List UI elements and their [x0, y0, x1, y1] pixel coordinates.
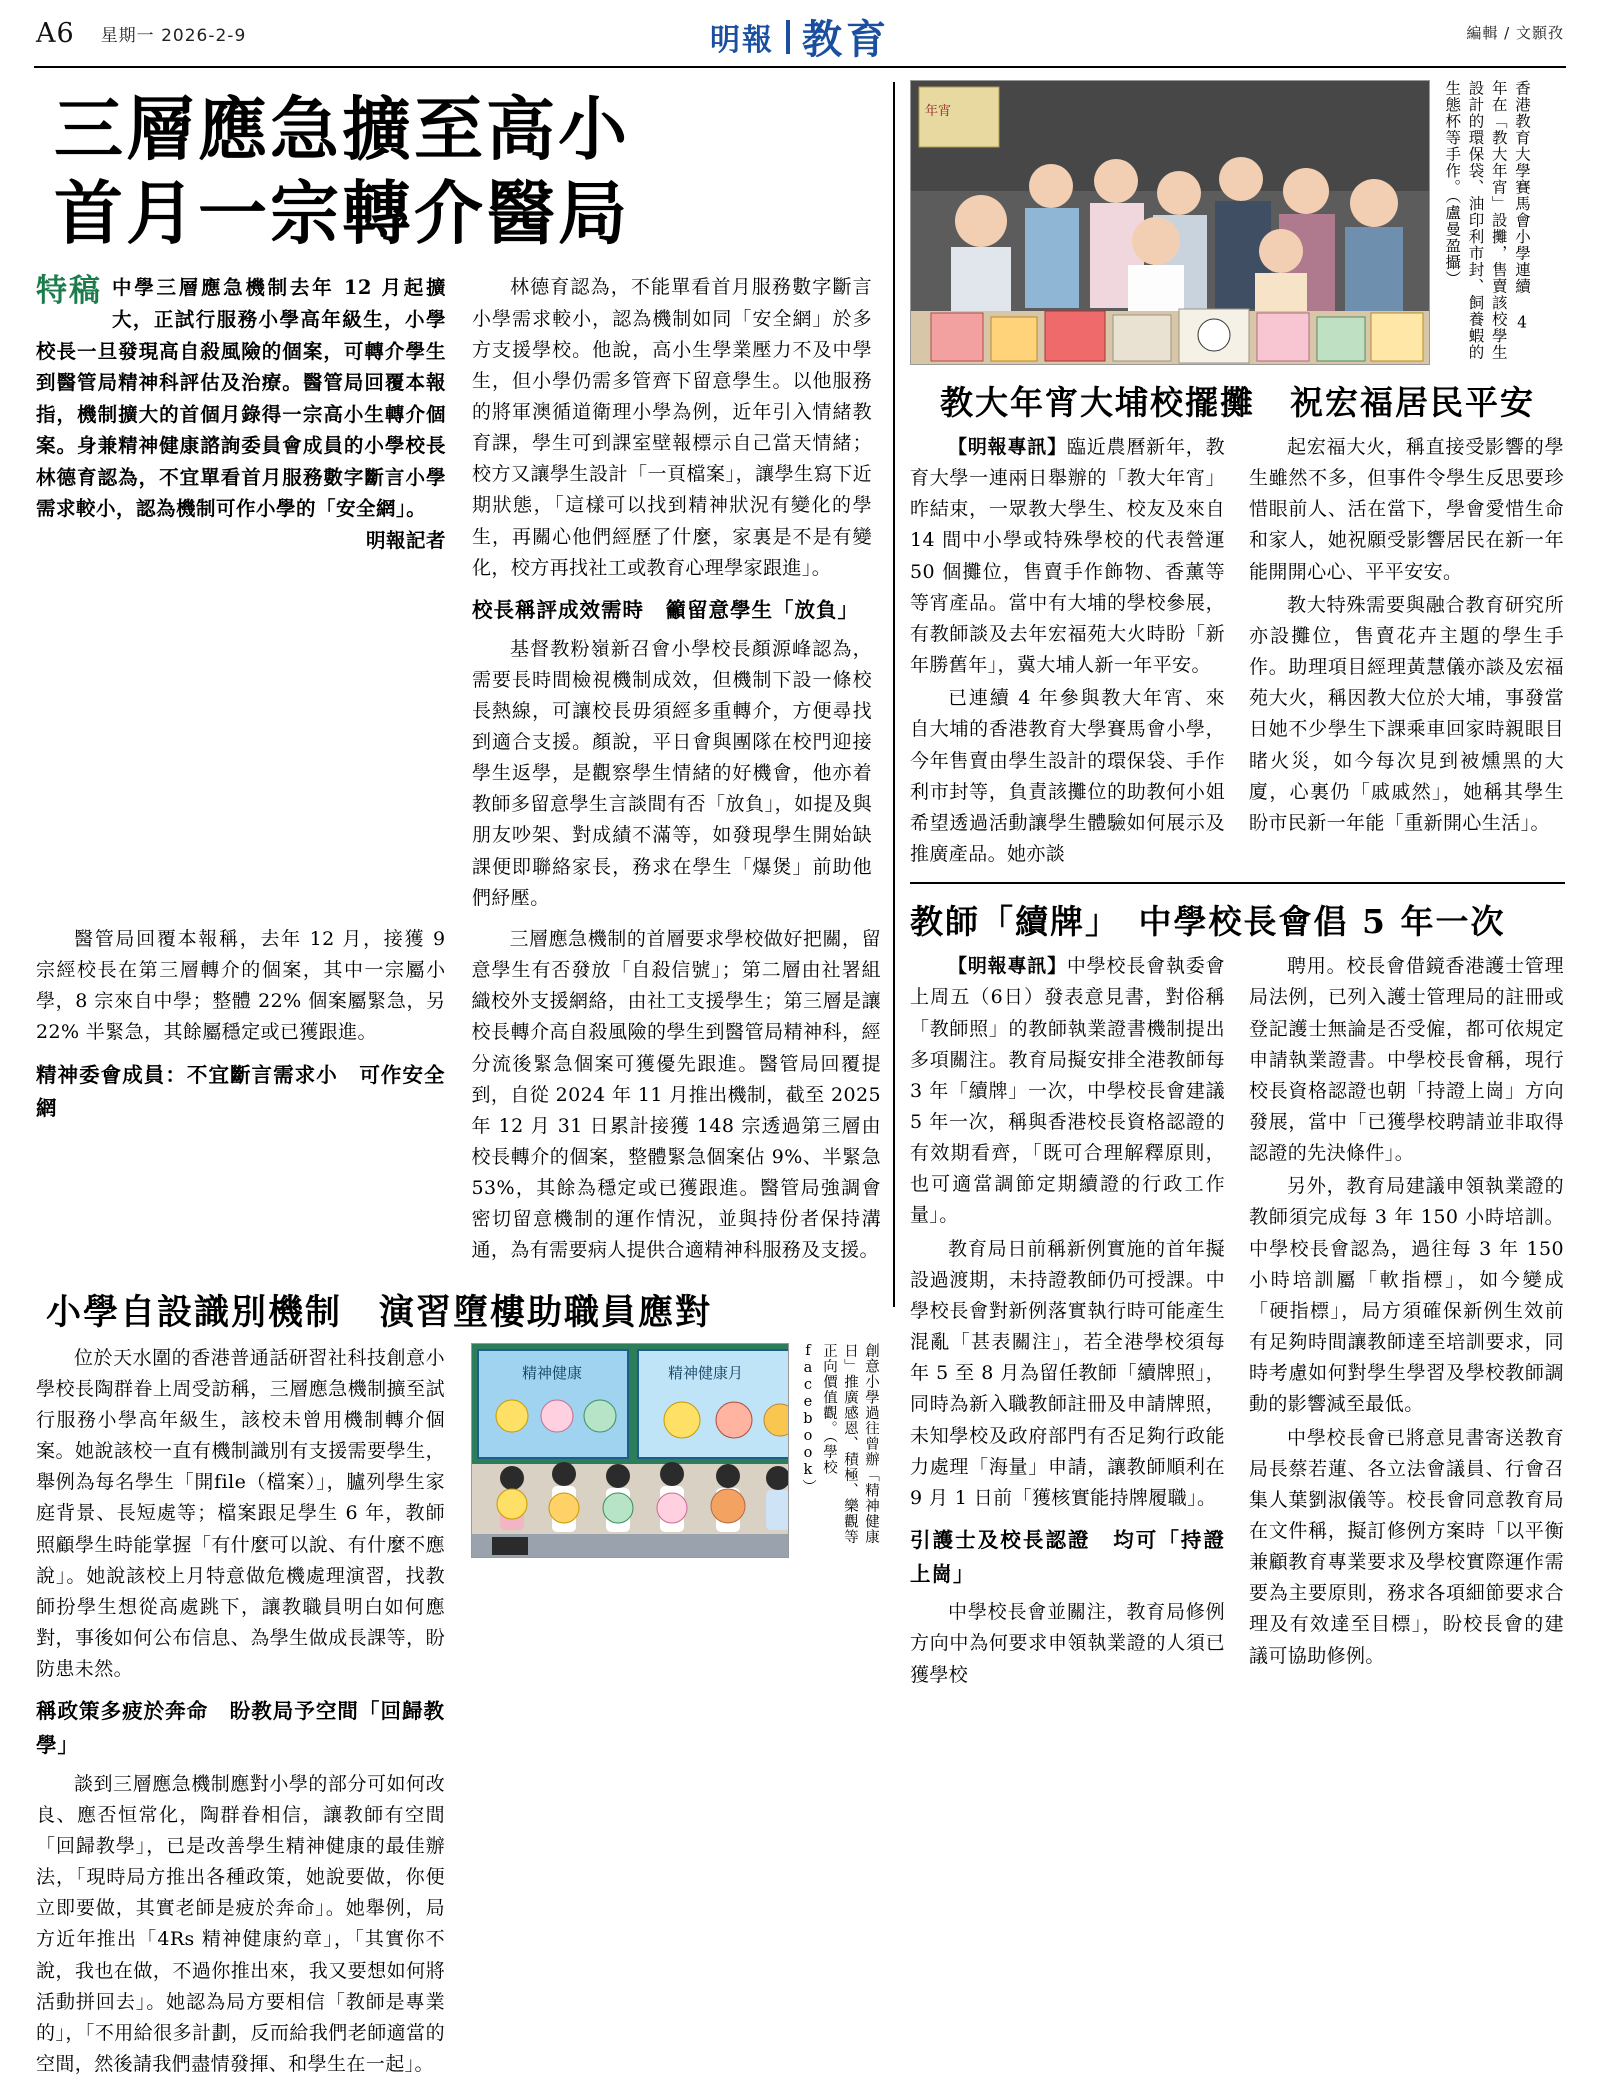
- paragraph: 林德育認為，不能單看首月服務數字斷言小學需求較小，認為機制如同「安全網」於多方支援學校。他說，高小生學業壓力不及中學生，但小學仍需多管齊下留意學生。以他服務的將軍澳循道衛理小學為例，近年引入情緒教育課，學生可到課室壁報標示自己當天情緒；校方又讓學生設計「一頁檔案」，讓學生寫下近期狀態，「這樣可以找到精神狀況有變化的學生，再關心他們經歷了什麼，家裏是不是有變化，校方再找社工或教育心理學家跟進」。: [472, 276, 872, 579]
- subheading-2: 校長稱評成效需時 籲留意學生「放負」: [472, 597, 859, 622]
- article2-column-1: [36, 1343, 445, 2082]
- main-headline: [54, 88, 881, 256]
- svg-text:精神健康月: 精神健康月: [668, 1363, 744, 1382]
- right-a2-column-2: [1249, 951, 1564, 1693]
- publication-date: 星期一 2026-2-9: [100, 25, 247, 46]
- paragraph: 位於天水圍的香港普通話研習社科技創意小學校長陶群眷上周受訪稱，三層應急機制擴至試行服務小學高年級生，該校未曾用機制轉介個案。她說該校一直有機制識別有支援需要學生，舉例為每名學生「開file（檔案）」，臚列學生家庭背景、長短處等；檔案跟足學生 6 年，教師照顧學生時能掌握「有什麼可以說、有什麼不應說」。她說該校上月特意做危機處理演習，找教師扮學生想從高處跳下，讓教職員明白如何應對，事後如何公布信息、為學生做成長課等，盼防患未然。: [36, 1346, 445, 1681]
- right-column: [910, 80, 1565, 1686]
- svg-text:年宵: 年宵: [925, 104, 952, 119]
- column-divider: [893, 82, 895, 1307]
- right-a2-subheading: 引護士及校長認證 均可「持證上崗」: [910, 1528, 1225, 1586]
- body-column-1: [36, 924, 446, 1269]
- school-photo-caption: 創意小學過往曾辦「精神健康日」推廣感恩、積極、樂觀等正向價值觀。（學校 facebook）: [799, 1342, 879, 1545]
- paragraph: [910, 432, 1225, 681]
- right-a1-column-2: [1249, 432, 1564, 872]
- article2-body: [36, 1343, 881, 2082]
- paragraph-text: 臨近農曆新年，教育大學一連兩日舉辦的「教大年宵」昨結束，一眾教大學生、校友及來自 14 間中小學或特殊學校的代表營運 50 個攤位，售賣手作飾物、香薰等等宵產品。當中有大埔的學校參展，有教師談及去年宏福苑大火時盼「新年勝舊年」，冀大埔人新一年平安。: [910, 436, 1225, 677]
- lead-continuation-column: [472, 272, 872, 916]
- masthead-divider: [786, 20, 790, 54]
- section-name: 教育: [802, 16, 890, 63]
- top-photo-caption: 香港教育大學賽馬會小學連續 4 年在「教大年宵」設攤，售賣該校學生設計的環保袋、油印利市封、飼養蝦的生態杯等手作。（盧曼盈攝）: [1443, 80, 1531, 361]
- paragraph: 三層應急機制的首層要求學校做好把關，留意學生有否發放「自殺信號」；第二層由社署組織校外支援網絡，由社工支援學生；第三層是讓校長轉介高自殺風險的學生到醫管局精神科，經分流後緊急個案可獲優先跟進。醫管局回覆提到，自從 2024 年 11 月推出機制，截至 2025 年 12 月 31 日累計接獲 148 宗透過第三層由校長轉介的個案，整體緊急個案佔 9%、半緊急 53%，其餘為穩定或已獲跟進。醫管局強調會密切留意機制的運作情況，並與持份者保持溝通，為有需要病人提供合適精神科服務及支援。: [471, 927, 881, 1262]
- masthead: [0, 0, 1600, 66]
- lead-block: [36, 272, 881, 916]
- headline-line-2: 首月一宗轉介醫局: [54, 173, 630, 255]
- top-photo-block: [910, 80, 1565, 365]
- special-report-tag: 特稿: [36, 273, 102, 310]
- right-article-1-body: [910, 432, 1565, 872]
- right-article-2-headline: 教師「續牌」 中學校長會倡 5 年一次: [910, 902, 1506, 942]
- byline: 明報記者: [365, 528, 446, 552]
- paragraph-text: 中學校長會執委會上周五（6日）發表意見書，對俗稱「教師照」的教師執業證書機制提出多項關注。教育局擬安排全港教師每 3 年「續牌」一次，中學校長會建議 5 年一次，稱與香港校長資格認證的有效期看齊，「既可合理解釋原則，也可適當調節定期續證的行政工作量」。: [910, 955, 1225, 1227]
- paragraph: 起宏福大火，稱直接受影響的學生雖然不多，但事件令學生反思要珍惜眼前人、活在當下，學會愛惜生命和家人，她祝願受影響居民在新一年能開開心心、平平安安。: [1249, 436, 1564, 583]
- school-photo-block: [471, 1343, 881, 1558]
- education-university-fair-photo: [910, 80, 1430, 365]
- right-a1-column-1: [910, 432, 1225, 872]
- article2-column-2: [471, 1343, 881, 1558]
- article2-subheading: 稱政策多疲於奔命 盼教局予空間「回歸教學」: [36, 1699, 445, 1757]
- paragraph: 教育局日前稱新例實施的首年擬設過渡期，未持證教師仍可授課。中學校長會對新例落實執行時可能產生混亂「甚表關注」，若全港學校須每年 5 至 8 月為留任教師「續牌照」，同時為新入職教師註冊及申請牌照，未知學校及政府部門有否足夠行政能力處理「海量」申請，讓教師順利在 9 月 1 日前「獲核實能持牌履職」。: [910, 1237, 1225, 1509]
- editor-credit: 編輯 / 文顥孜: [1466, 24, 1564, 42]
- paragraph: 教大特殊需要與融合教育研究所亦設攤位，售賣花卉主題的學生手作。助理項目經理黃慧儀亦談及宏福苑大火，稱因教大位於大埔，事發當日她不少學生下課乘車回家時親眼目睹火災，如今每次見到被燻黑的大廈，心裏仍「戚戚然」，她稱其學生盼市民新一年能「重新開心生活」。: [1249, 593, 1564, 834]
- headline-line-1: 三層應急擴至高小: [54, 89, 630, 170]
- right-a2-column-1: [910, 951, 1225, 1693]
- paragraph: 基督教粉嶺新召會小學校長顏源峰認為，需要長時間檢視機制成效，但機制下設一條校長熱線，可讓校長毋須經多重轉介，方便尋找到適合支援。顏說，平日會與團隊在校門迎接學生返學，是觀察學生情緒的好機會，他亦着教師多留意學生言談間有否「放負」，如提及與朋友吵架、對成績不滿等，如發現學生開始缺課便即聯絡家長，務求在學生「爆煲」前助他們紓壓。: [472, 637, 872, 909]
- brand-name: 明報: [710, 22, 774, 58]
- paragraph: 醫管局回覆本報稱，去年 12 月，接獲 9 宗經校長在第三層轉介的個案，其中一宗屬小學，8 宗來自中學；整體 22% 個案屬緊急，另 22% 半緊急，其餘屬穩定或已獲跟進。: [36, 927, 446, 1044]
- lead-paragraph: 中學三層應急機制去年 12 月起擴大，正試行服務小學高年級生，小學校長一旦發現高自殺風險的個案，可轉介學生到醫管局精神科評估及治療。醫管局回覆本報指，機制擴大的首個月錄得一宗高小生轉介個案。身兼精神健康諮詢委員會成員的小學校長林德育認為，不宜單看首月服務數字斷言小學需求較小，認為機制可作小學的「安全網」。: [36, 276, 446, 521]
- fair-photo-illustration: [911, 81, 1430, 365]
- lead-text-column: [36, 272, 446, 916]
- svg-text:精神健康: 精神健康: [522, 1363, 583, 1382]
- paragraph: 已連續 4 年參與教大年宵、來自大埔的香港教育大學賽馬會小學，今年售賣由學生設計的環保袋、手作利市封等，負責該攤位的助教何小姐希望透過活動讓學生體驗如何展示及推廣產品。她亦談: [910, 687, 1225, 866]
- paragraph: 另外，教育局建議申領執業證的教師須完成每 3 年 150 小時培訓。中學校長會認為，過往每 3 年 150 小時培訓屬「軟指標」，如今變成「硬指標」，局方須確保新例生效前有足夠時間讓教師達至培訓要求，同時考慮如何對學生學習及學校教師調動的影響減至最低。: [1249, 1175, 1564, 1416]
- school-photo-illustration: [472, 1344, 789, 1558]
- right-article-2-body: [910, 951, 1565, 1693]
- body-column-2: [472, 924, 882, 1269]
- paragraph: 聘用。校長會借鏡香港護士管理局法例，已列入護士管理局的註冊或登記護士無論是否受僱，都可依規定申請執業證書。中學校長會稱，現行校長資格認證也朝「持證上崗」方向發展，當中「已獲學校聘請並非取得認證的先決條件」。: [1249, 955, 1564, 1165]
- masthead-logo: [710, 8, 890, 65]
- paragraph: 談到三層應急機制應對小學的部分可如何改良、應否恒常化，陶群眷相信，讓教師有空間「回歸教學」，已是改善學生精神健康的最佳辦法，「現時局方推出各種政策，她說要做，你便立即要做，其實老師是疲於奔命」。她舉例，局方近年推出「4Rs 精神健康約章」，「其實你不說，我也在做，不過你推出來，我又要想如何將活動拼回去」。她認為局方要相信「教師是專業的」，「不用給很多計劃，反而給我們老師適當的空間，然後請我們盡情發揮、和學生在一起」。: [36, 1772, 445, 2075]
- subheading-1: 精神委會成員：不宜斷言需求小 可作安全網: [36, 1062, 446, 1121]
- paragraph: [910, 951, 1225, 1231]
- page-number: A6: [36, 17, 75, 49]
- left-column: [36, 80, 881, 2075]
- paragraph: 中學校長會並關注，教育局修例方向中為何要求申領執業證的人須已獲學校: [910, 1601, 1225, 1686]
- lead-tag: 【明報專訊】: [948, 955, 1067, 978]
- right-article-1-headline: 教大年宵大埔校擺攤 祝宏福居民平安: [940, 383, 1535, 422]
- section-rule: [910, 882, 1565, 884]
- main-body-columns: [36, 924, 881, 1269]
- school-activity-photo: [471, 1343, 789, 1558]
- masthead-rule: [34, 66, 1566, 68]
- article2-headline: 小學自設識別機制 演習墮樓助職員應對: [46, 1291, 713, 1333]
- lead-tag: 【明報專訊】: [948, 436, 1067, 458]
- paragraph: 中學校長會已將意見書寄送教育局長蔡若蓮、各立法會議員、行會召集人葉劉淑儀等。校長會同意教育局在文件稱，擬訂修例方案時「以平衡兼顧教育專業要求及學校實際運作需要為主要原則，務求各項細節要求合理及有效達至目標」，盼校長會的建議可協助修例。: [1249, 1426, 1564, 1667]
